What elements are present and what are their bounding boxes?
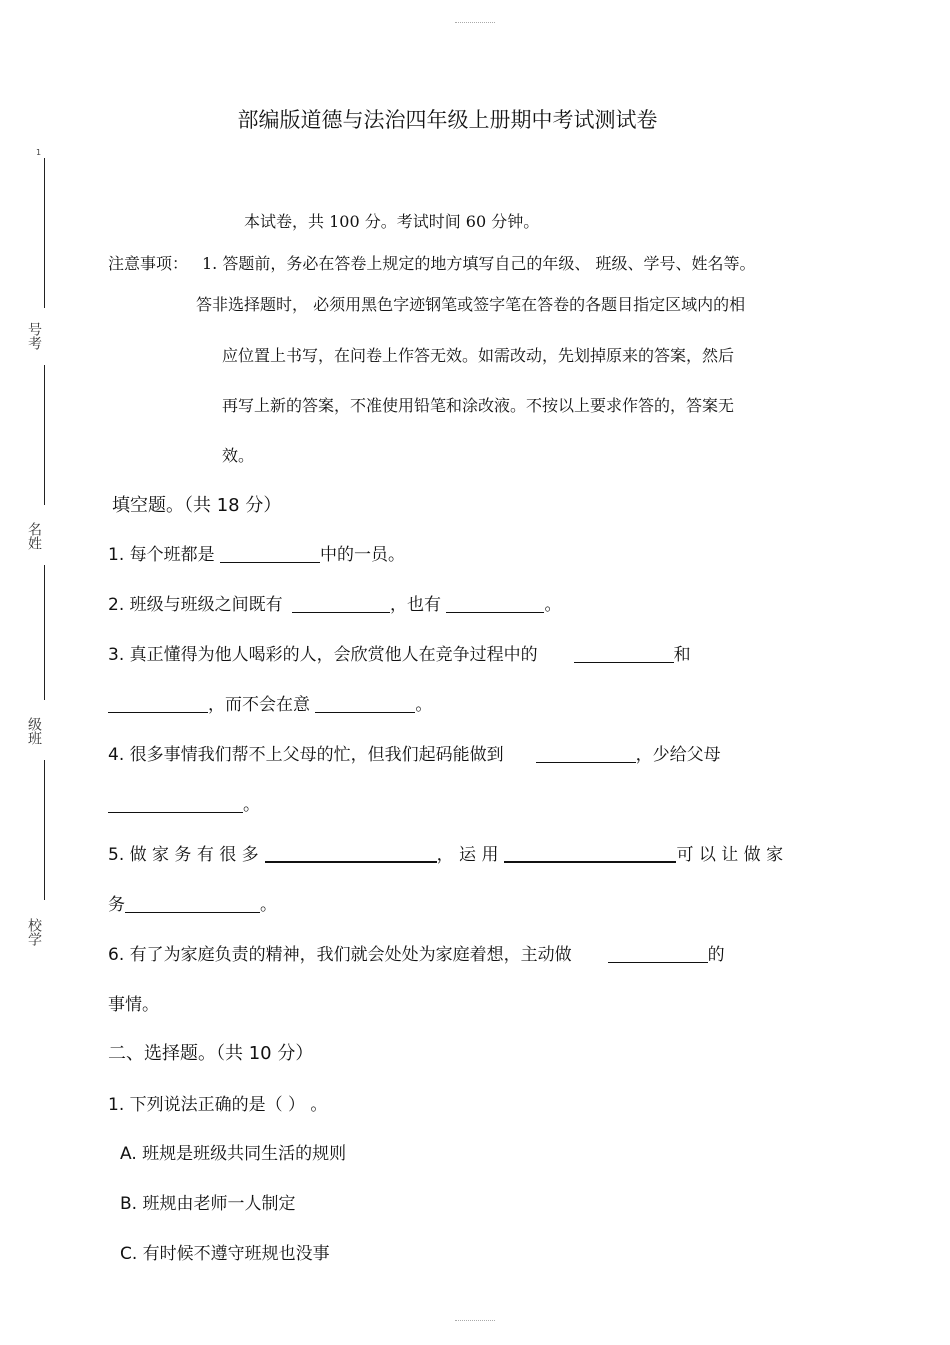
answer-blank[interactable] <box>292 594 390 613</box>
notes-line-5: 效。 <box>222 446 255 465</box>
answer-blank[interactable] <box>608 944 708 963</box>
q5-text-d: 务 <box>108 895 125 915</box>
binding-line <box>44 565 45 700</box>
q2-text-c: 。 <box>544 595 562 615</box>
answer-blank[interactable] <box>574 644 674 663</box>
q4-text-b: ，少给父母 <box>635 745 721 765</box>
answer-blank[interactable] <box>446 594 544 613</box>
binding-exam-no-label: 号考 <box>26 322 42 350</box>
binding-name-label: 名姓 <box>26 522 42 550</box>
page-title: 部编版道德与法治四年级上册期中考试测试卷 <box>237 108 658 132</box>
q1-text-a: 1. 每个班都是 <box>108 545 221 565</box>
answer-blank[interactable] <box>108 694 208 713</box>
q5-text-c: 可 以 让 做 家 <box>676 845 784 865</box>
q4-text-c: 。 <box>243 795 260 815</box>
q5-text-e: 。 <box>260 895 277 915</box>
question-2 <box>108 590 561 615</box>
exam-intro: 本试卷，共 100 分。考试时间 60 分钟。 <box>244 212 540 231</box>
notes-line-4: 再写上新的答案，不准使用铅笔和涂改液。不按以上要求作答的，答案无 <box>222 396 735 415</box>
choice-option-a[interactable]: A. 班规是班级共同生活的规则 <box>120 1144 347 1164</box>
question-4-line-1 <box>108 740 721 765</box>
q6-text-a: 6. 有了为家庭负责的精神，我们就会处处为家庭着想，主动做 <box>108 945 572 965</box>
answer-blank[interactable] <box>125 894 260 913</box>
question-6-line-2: 事情。 <box>108 995 159 1015</box>
question-3-line-2 <box>108 690 432 715</box>
answer-blank[interactable] <box>315 694 415 713</box>
question-3-line-1 <box>108 640 691 665</box>
q3-text-b: 和 <box>673 645 691 665</box>
q3-text-d: 。 <box>415 695 433 715</box>
question-4-line-2 <box>108 790 260 815</box>
q2-text-a: 2. 班级与班级之间既有 <box>108 595 289 615</box>
answer-blank[interactable] <box>504 843 676 863</box>
section1-heading: 填空题。（共 18 分） <box>112 495 282 516</box>
binding-line <box>44 158 45 308</box>
question-6-line-1 <box>108 940 725 965</box>
q4-text-a: 4. 很多事情我们帮不上父母的忙，但我们起码能做到 <box>108 745 504 765</box>
answer-blank[interactable] <box>536 744 636 763</box>
notes-label: 注意事项： <box>108 254 189 273</box>
answer-blank[interactable] <box>220 544 320 563</box>
notes-line-3: 应位置上书写，在问卷上作答无效。如需改动，先划掉原来的答案，然后 <box>222 346 735 365</box>
notes-line-2: 答非选择题时， 必须用黑色字迹钢笔或签字笔在答卷的各题目指定区域内的相 <box>196 295 746 314</box>
q5-text-a: 5. 做 家 务 有 很 多 <box>108 845 259 865</box>
choice-question-1: 1. 下列说法正确的是（ ） 。 <box>108 1095 328 1115</box>
question-1 <box>108 540 405 565</box>
question-5-line-2 <box>108 890 277 915</box>
q3-text-a: 3. 真正懂得为他人喝彩的人，会欣赏他人在竞争过程中的 <box>108 645 538 665</box>
binding-line <box>44 365 45 505</box>
q5-text-b: ， 运 用 <box>436 845 499 865</box>
choice-option-c[interactable]: C. 有时候不遵守班规也没事 <box>120 1244 330 1264</box>
notes-line-1: 1. 答题前，务必在答卷上规定的地方填写自己的年级、 班级、学号、姓名等。 <box>202 254 756 273</box>
binding-line <box>44 760 45 900</box>
section2-heading: 二、选择题。（共 10 分） <box>108 1043 314 1064</box>
q6-text-b: 的 <box>707 945 725 965</box>
binding-school-label: 校学 <box>26 918 42 946</box>
header-dots <box>455 22 495 27</box>
q2-text-b: ，也有 <box>390 595 447 615</box>
choice-option-b[interactable]: B. 班规由老师一人制定 <box>120 1194 296 1214</box>
binding-class-label: 级班 <box>26 717 42 745</box>
answer-blank[interactable] <box>108 794 243 813</box>
answer-blank[interactable] <box>265 843 437 863</box>
q1-text-b: 中的一员。 <box>320 545 406 565</box>
q3-text-c: ，而不会在意 <box>208 695 316 715</box>
question-5-line-1 <box>108 840 783 865</box>
footer-dots <box>455 1320 495 1325</box>
binding-tick-mark: 1 <box>36 148 42 157</box>
